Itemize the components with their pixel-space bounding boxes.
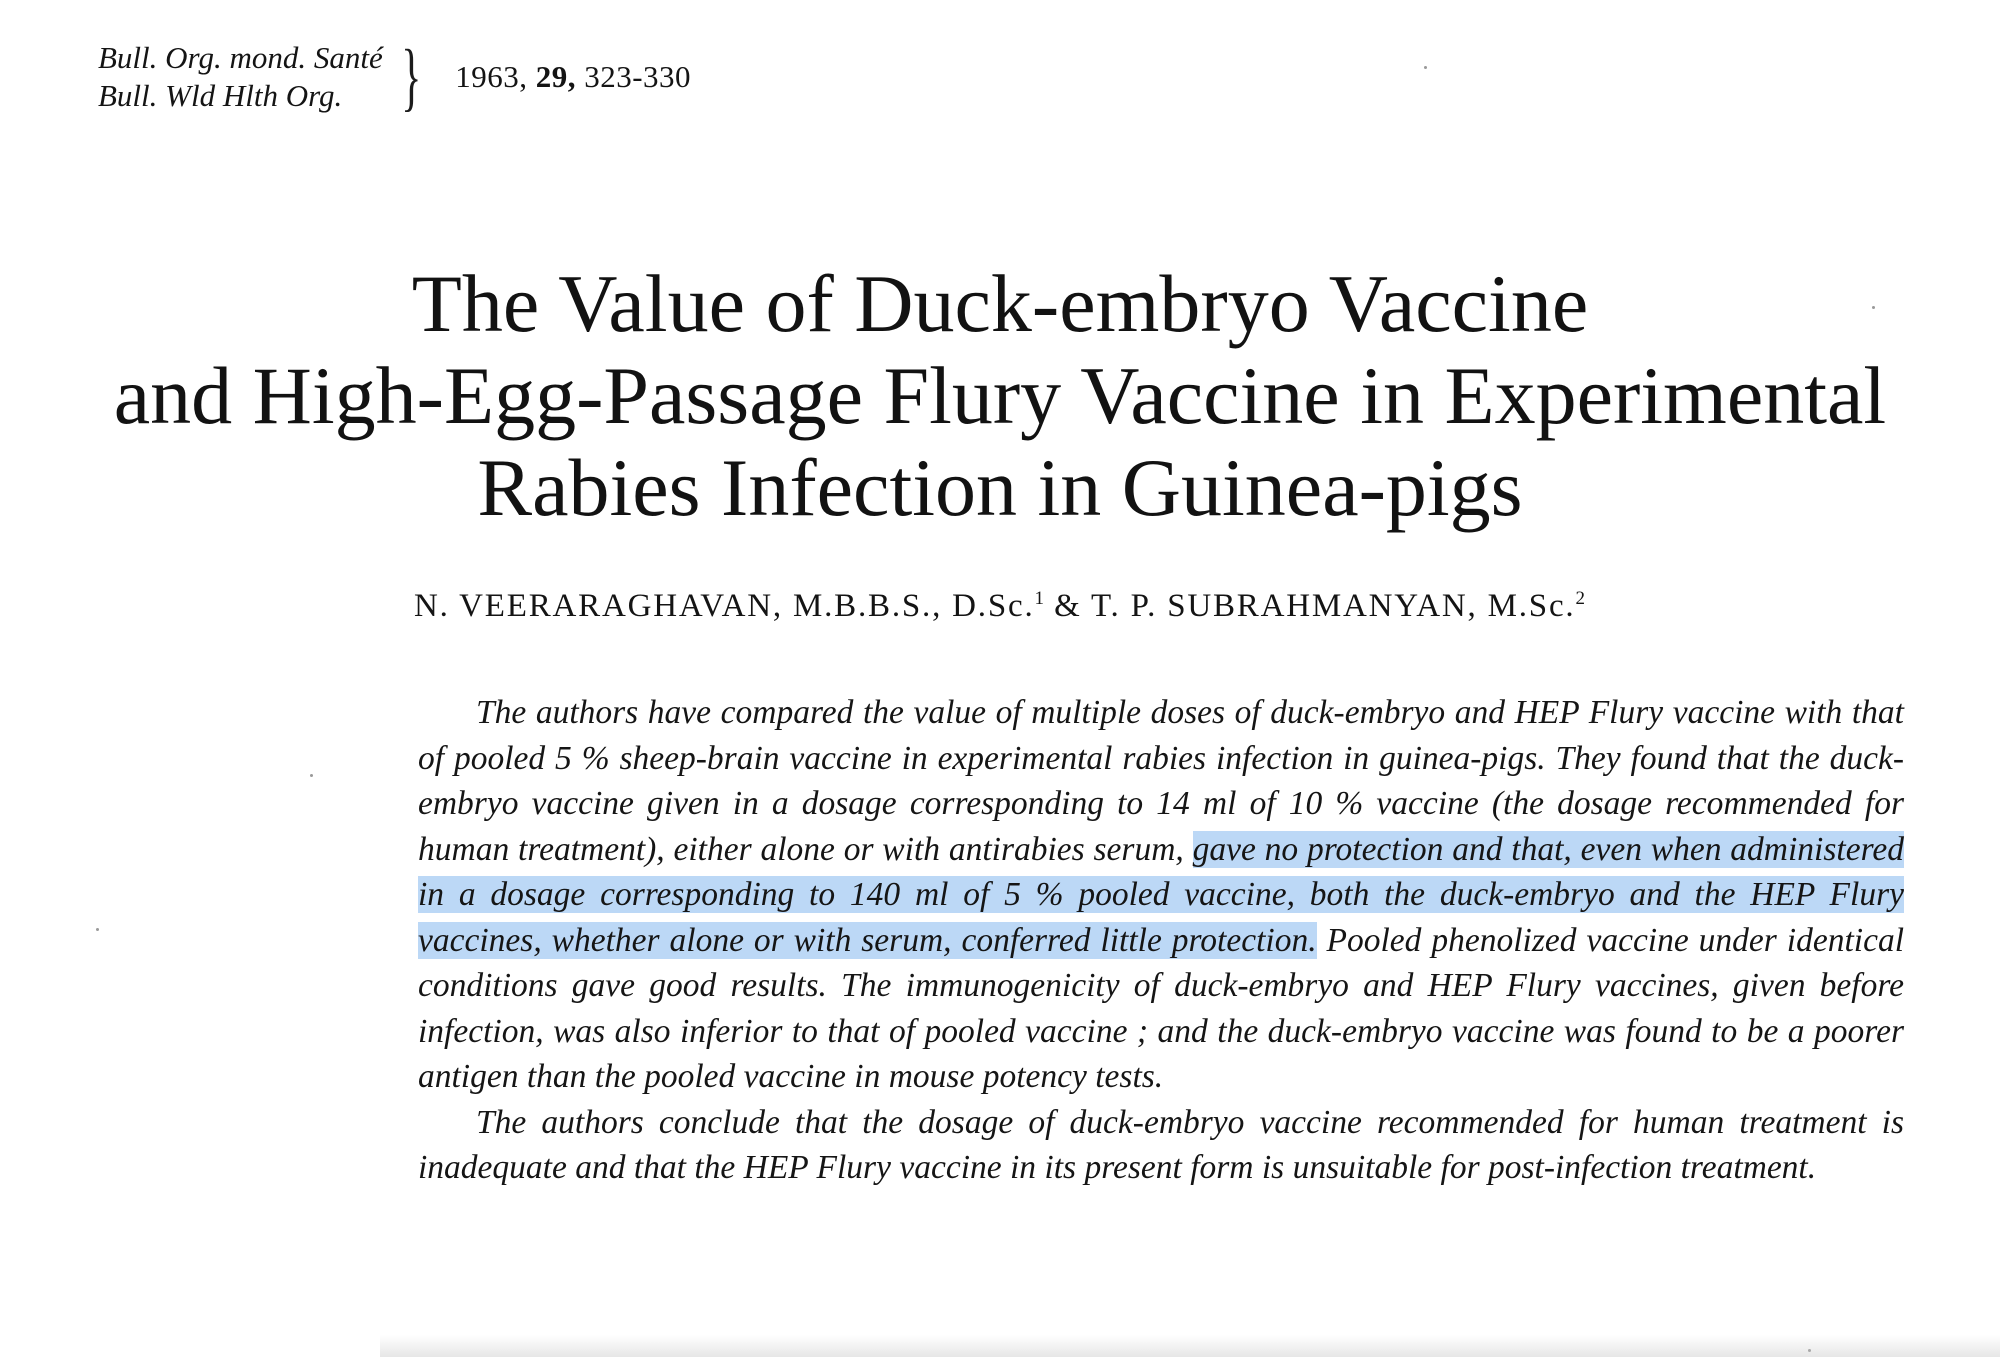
abstract <box>418 690 1904 1191</box>
abstract-paragraph-2: The authors conclude that the dosage of duck-embryo vaccine recommended for human treatment is inadequate and that the HEP Flury vaccine in its present form is unsuitable for post-infection treatment. <box>418 1103 1904 1186</box>
selected-text-highlight[interactable]: gave no protection and that, even when administered in a dosage corresponding to 140 ml of 5 % pooled vaccine, both the duck-embryo and the HEP Flury vaccines, whether alone or with serum, conferred little protection. <box>418 830 1904 959</box>
citation-year: 1963, <box>455 59 528 94</box>
author-line <box>0 588 1999 625</box>
journal-citation <box>455 59 691 95</box>
abstract-paragraph-1 <box>418 690 1904 1100</box>
title-line-3: Rabies Infection in Guinea-pigs <box>477 442 1523 533</box>
abstract-p1-text-before: The authors have compared the value of multiple doses of duck-embryo and HEP Flury vaccine with that of pooled 5 % sheep-brain vaccine in experimental rabies infection in guinea-pigs. They found that the duck-embryo vaccine given in a dosage corresponding to 14 ml of 10 % vaccine (the dosage recommended for human treatment), either alone or with antirabies serum, <box>418 694 1904 868</box>
scan-speck <box>310 774 313 777</box>
author-1: N. VEERARAGHAVAN, M.B.B.S., D.Sc. <box>414 588 1035 624</box>
journal-name-french: Bull. Org. mond. Santé <box>98 40 383 75</box>
page-edge-shadow <box>380 1335 2000 1357</box>
author-1-footnote-marker: 1 <box>1034 588 1045 609</box>
abstract-p1-text-after: Pooled phenolized vaccine under identical conditions gave good results. The immunogenicity of duck-embryo and HEP Flury vaccines, given before infection, was also inferior to that of pooled vaccine ; and the duck-embryo vaccine was found to be a poorer antigen than the pooled vaccine in mouse potency tests. <box>418 921 1904 1095</box>
scan-speck <box>1424 66 1427 69</box>
journal-name-english: Bull. Wld Hlth Org. <box>98 78 343 113</box>
scan-speck <box>1872 306 1875 309</box>
journal-names <box>98 39 383 115</box>
title-line-1: The Value of Duck-embryo Vaccine <box>411 258 1589 349</box>
author-2: T. P. SUBRAHMANYAN, M.Sc. <box>1091 588 1576 624</box>
author-2-footnote-marker: 2 <box>1575 588 1585 609</box>
paper-title <box>60 258 1940 534</box>
citation-volume: 29, <box>535 59 576 94</box>
scan-speck <box>96 928 99 931</box>
journal-header <box>98 22 691 132</box>
title-line-2: and High-Egg-Passage Flury Vaccine in Experimental <box>113 350 1887 441</box>
citation-pages: 323-330 <box>584 59 692 94</box>
journal-brace: } <box>400 35 422 119</box>
author-separator: & <box>1044 588 1091 624</box>
